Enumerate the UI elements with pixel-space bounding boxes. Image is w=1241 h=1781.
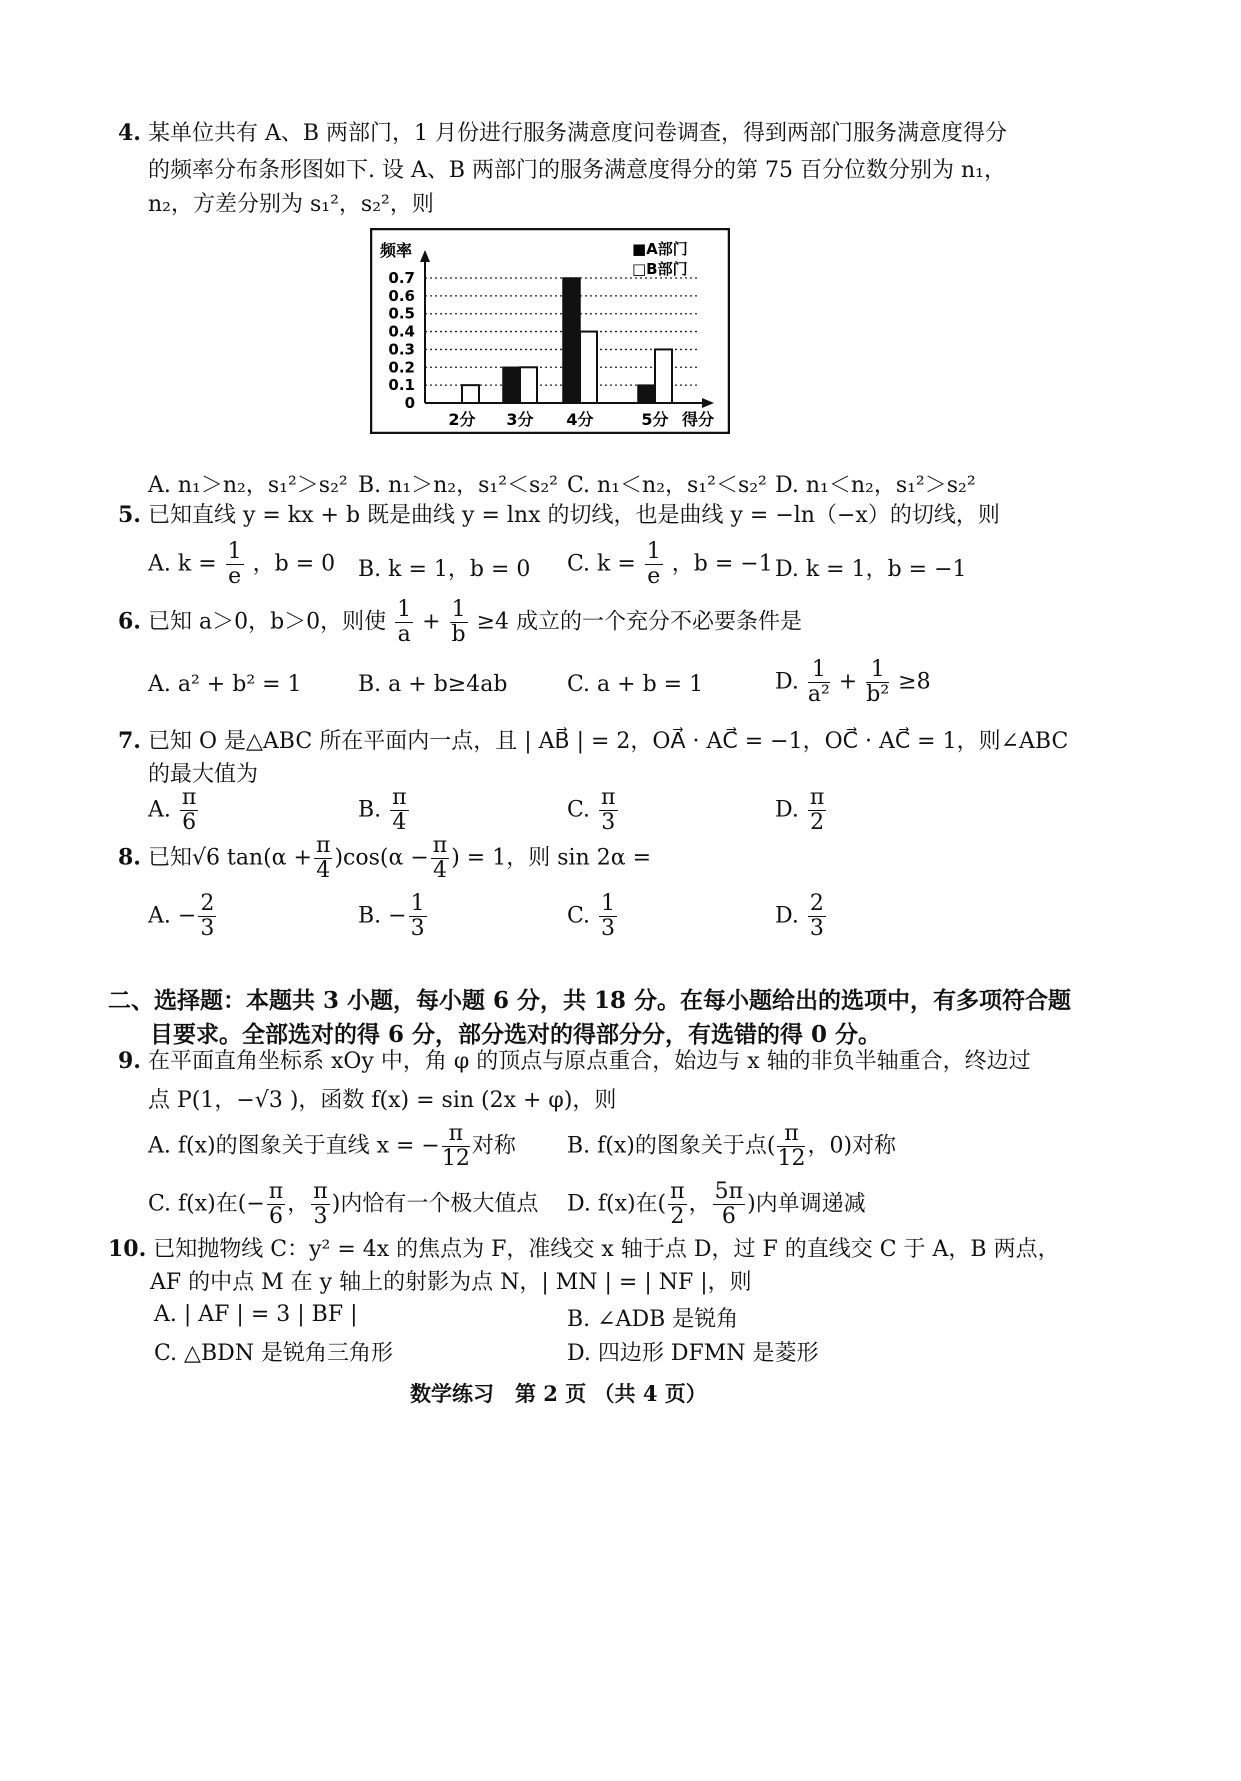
x-tick-label: 2分 [448, 410, 476, 429]
q7-option-b [358, 786, 411, 835]
y-tick-label: 0.1 [388, 376, 415, 395]
q6-option-d [775, 658, 931, 707]
q8-option-b-num: 1 [410, 891, 425, 916]
q5-option-c [567, 540, 773, 589]
q8-stem-b: )cos(α − [334, 845, 429, 871]
q9-line2: 点 P(1，−√3 )，函数 f(x) = sin (2x + φ)，则 [148, 1088, 617, 1113]
q4-option-b: B. n₁＞n₂，s₁²＜s₂² [358, 473, 558, 498]
q6-f1-den: a [397, 622, 411, 648]
q7-number: 7. [118, 728, 141, 754]
q7-option-b-label: B. [358, 797, 382, 823]
q8-option-c-den: 3 [601, 916, 616, 942]
q6-f2-num: 1 [451, 597, 466, 622]
q6-stem [118, 598, 802, 647]
q8-option-c-num: 1 [601, 891, 616, 916]
q6-f2-den: b [451, 622, 466, 648]
q7-option-c-label: C. [567, 797, 591, 823]
q9-option-c-fraction-1 [267, 1180, 285, 1229]
q9-option-d [567, 1180, 866, 1229]
q8-fraction-1 [314, 834, 332, 883]
q9-option-a-pre: A. f(x)的图象关于直线 x = − [148, 1133, 440, 1159]
q7-option-b-num: π [392, 785, 407, 810]
bar-a-1 [503, 367, 520, 403]
q6-option-d-n1: 1 [808, 658, 830, 683]
q9-option-d-d1: 2 [670, 1204, 685, 1230]
q6-option-d-n2: 1 [866, 658, 889, 683]
q8-f1-num: π [315, 833, 331, 858]
q7-line1 [118, 728, 1068, 755]
q8-option-d [775, 892, 828, 941]
page-footer: 数学练习 第 2 页 （共 4 页） [410, 1381, 707, 1406]
frequency-bar-chart [370, 228, 730, 434]
q8-option-a-sign: − [177, 903, 197, 929]
q8-stem-a: 已知√6 tan(α + [147, 845, 312, 871]
q7-option-c-den: 3 [601, 810, 616, 836]
q9-option-c-pre: C. f(x)在(− [148, 1191, 265, 1217]
y-tick-label: 0.5 [388, 304, 415, 323]
q10-option-b: B. ∠ADB 是锐角 [567, 1307, 739, 1332]
q9-option-d-d2: 6 [721, 1204, 736, 1230]
q9-option-b [567, 1122, 896, 1171]
q4-number: 4. [118, 120, 141, 146]
y-tick-label: 0.6 [388, 286, 415, 305]
q9-number: 9. [118, 1048, 141, 1074]
q8-option-b-label: B. [358, 903, 382, 929]
bar-b-1 [520, 367, 537, 403]
q8-option-a-fraction [198, 892, 216, 941]
q8-option-b-fraction [409, 892, 427, 941]
q9-option-b-den: 12 [777, 1146, 806, 1172]
q10-line2: AF 的中点 M 在 y 轴上的射影为点 N，| MN | = | NF |，则 [150, 1270, 752, 1295]
q7-text-1: 已知 O 是△ABC 所在平面内一点，且 | AB⃗ | = 2，OA⃗ · AC⃗ = −1，OC⃗ · AC⃗ = 1，则∠ABC [147, 729, 1069, 754]
q8-option-b-den: 3 [410, 916, 425, 942]
q5-text: 已知直线 y = kx + b 既是曲线 y = lnx 的切线，也是曲线 y = −ln（−x）的切线，则 [147, 503, 1000, 528]
q7-option-a-label: A. [148, 797, 171, 823]
q8-option-a-label: A. [148, 903, 171, 929]
q5-option-a-fraction [226, 540, 244, 589]
q7-option-b-den: 4 [392, 810, 407, 836]
q6-option-d-pre: D. [775, 669, 799, 695]
q5-option-a-post: ，b = 0 [252, 551, 336, 577]
x-tick-label: 3分 [506, 410, 534, 429]
q6-stem-post: ≥4 成立的一个充分不必要条件是 [476, 609, 803, 635]
q8-option-a-num: 2 [200, 891, 215, 916]
legend-b: □B部门 [632, 260, 688, 278]
q9-option-a-fraction [442, 1122, 470, 1171]
q9-option-d-fraction-1 [668, 1180, 686, 1229]
q7-option-a [148, 786, 200, 835]
q5-option-c-pre: C. k = [567, 551, 636, 577]
section2-line1: 二、选择题：本题共 3 小题，每小题 6 分，共 18 分。在每小题给出的选项中，有多项符合题 [108, 987, 1072, 1014]
y-tick-label: 0.2 [388, 358, 415, 377]
q5-option-b: B. k = 1，b = 0 [358, 557, 531, 582]
q9-option-a-post: 对称 [471, 1133, 516, 1159]
q10-line1 [108, 1236, 1060, 1263]
q8-f2-den: 4 [433, 858, 447, 884]
q7-option-d-den: 2 [810, 810, 825, 836]
q8-option-c [567, 892, 619, 941]
q9-option-d-post: )内单调递减 [747, 1191, 866, 1217]
q9-option-a-num: π [442, 1122, 470, 1147]
section2-line2: 目要求。全部选对的得 6 分，部分选对的得部分分，有选错的得 0 分。 [150, 1021, 882, 1048]
q9-option-a [148, 1122, 516, 1171]
q4-line1 [118, 120, 1007, 147]
q8-option-d-den: 3 [809, 916, 824, 942]
q9-line1 [118, 1048, 1031, 1075]
q6-option-b: B. a + b≥4ab [358, 672, 508, 697]
q7-option-a-num: π [181, 785, 197, 810]
q6-fraction-2 [450, 598, 468, 647]
q8-f1-den: 4 [316, 858, 331, 884]
q4-option-d: D. n₁＜n₂，s₁²＞s₂² [775, 473, 976, 498]
q6-option-d-plus: + [838, 669, 858, 695]
q7-option-a-fraction [180, 786, 198, 835]
q9-option-d-n1: π [670, 1179, 685, 1204]
q5-option-c-fraction [645, 540, 663, 589]
q8-f2-num: π [432, 833, 448, 858]
q6-number: 6. [118, 608, 141, 635]
q6-option-d-d1: a² [807, 682, 830, 708]
y-tick-label: 0 [404, 394, 415, 412]
bar-b-0 [462, 385, 479, 403]
q7-option-d [775, 786, 828, 835]
q9-option-b-fraction [777, 1122, 805, 1171]
q5-option-c-post: ，b = −1 [671, 551, 773, 577]
x-tick-label: 5分 [641, 410, 669, 429]
q8-option-a-den: 3 [200, 916, 215, 942]
q9-option-c-d1: 6 [269, 1204, 284, 1230]
q7-option-d-num: π [809, 785, 825, 810]
q6-fraction-1 [395, 598, 413, 647]
q7-option-b-fraction [390, 786, 408, 835]
bar-b-3 [655, 349, 672, 403]
bar-b-2 [580, 332, 597, 403]
q9-option-b-pre: B. f(x)的图象关于点( [567, 1133, 776, 1159]
q8-option-a [148, 892, 218, 941]
q5-stem [118, 502, 1000, 529]
q8-number: 8. [118, 844, 141, 871]
q9-option-c-n1: π [268, 1179, 284, 1204]
q5-number: 5. [118, 502, 141, 528]
q6-option-d-fraction-1 [808, 658, 830, 707]
q9-text-1: 在平面直角坐标系 xOy 中，角 φ 的顶点与原点重合，始边与 x 轴的非负半轴重合，终边过 [147, 1049, 1031, 1074]
bar-a-2 [563, 278, 580, 403]
q9-option-b-num: π [777, 1122, 805, 1147]
q8-option-d-num: 2 [809, 891, 824, 916]
q4-line3: n₂，方差分别为 s₁²，s₂²，则 [148, 192, 434, 217]
q9-option-c-post: )内恰有一个极大值点 [331, 1191, 539, 1217]
q7-option-d-fraction [808, 786, 826, 835]
q9-option-c-mid: ， [287, 1191, 310, 1217]
q9-option-c-d2: 3 [313, 1204, 328, 1230]
q9-option-b-post: ，0)对称 [807, 1133, 897, 1159]
q9-option-d-mid: ， [688, 1191, 711, 1217]
q5-option-d: D. k = 1，b = −1 [775, 557, 967, 582]
q9-option-d-pre: D. f(x)在( [567, 1191, 667, 1217]
q9-option-d-n2: 5π [714, 1179, 744, 1204]
q4-option-c: C. n₁＜n₂，s₁²＜s₂² [567, 473, 767, 498]
q8-stem [118, 834, 651, 883]
q6-option-a: A. a² + b² = 1 [148, 672, 302, 697]
y-axis-label: 频率 [380, 241, 413, 260]
q7-option-c [567, 786, 620, 835]
q5-option-c-den: e [647, 564, 661, 590]
q7-option-c-fraction [599, 786, 617, 835]
q8-stem-c: ) = 1，则 sin 2α = [451, 845, 651, 871]
q4-option-a: A. n₁＞n₂，s₁²＞s₂² [148, 473, 348, 498]
q7-option-c-num: π [601, 785, 616, 810]
q4-line2: 的频率分布条形图如下. 设 A、B 两部门的服务满意度得分的第 75 百分位数分别为 n₁， [148, 158, 1006, 183]
q10-text-1: 已知抛物线 C：y² = 4x 的焦点为 F，准线交 x 轴于点 D，过 F 的直线交 C 于 A，B 两点， [153, 1237, 1060, 1262]
q5-option-c-num: 1 [646, 539, 661, 564]
q7-line2: 的最大值为 [148, 762, 259, 787]
x-axis-label: 得分 [682, 410, 715, 429]
q6-option-d-fraction-2 [866, 658, 889, 707]
q9-option-c-n2: π [313, 1179, 328, 1204]
q5-option-a-num: 1 [227, 539, 242, 564]
q5-option-a-den: e [228, 564, 242, 590]
q8-option-b-sign: − [388, 903, 407, 929]
y-tick-label: 0.4 [388, 322, 415, 341]
q10-option-d: D. 四边形 DFMN 是菱形 [567, 1341, 819, 1366]
q10-number: 10. [108, 1236, 147, 1262]
q4-text-1: 某单位共有 A、B 两部门，1 月份进行服务满意度问卷调查，得到两部门服务满意度得分 [147, 121, 1008, 146]
q8-option-d-label: D. [775, 903, 799, 929]
q9-option-c-fraction-2 [311, 1180, 329, 1229]
x-tick-label: 4分 [566, 410, 594, 429]
q9-option-a-den: 12 [441, 1146, 470, 1172]
q6-stem-pre: 已知 a＞0，b＞0，则使 [147, 609, 387, 635]
q7-option-a-den: 6 [182, 810, 197, 836]
q9-option-d-fraction-2 [713, 1180, 745, 1229]
q10-option-a: A. | AF | = 3 | BF | [154, 1302, 358, 1327]
y-tick-label: 0.7 [388, 269, 415, 287]
q8-fraction-2 [431, 834, 449, 883]
q5-option-a [148, 540, 335, 589]
q8-option-b [358, 892, 429, 941]
q6-option-d-d2: b² [866, 682, 890, 708]
q6-option-d-post: ≥8 [898, 669, 931, 695]
y-tick-label: 0.3 [388, 340, 415, 359]
q9-option-c [148, 1180, 538, 1229]
q6-f1-num: 1 [397, 597, 412, 622]
q7-option-d-label: D. [775, 797, 799, 823]
bar-a-3 [638, 385, 655, 403]
q6-option-c: C. a + b = 1 [567, 672, 704, 697]
q8-option-d-fraction [808, 892, 826, 941]
q6-plus: + [422, 609, 441, 635]
legend-a: ■A部门 [632, 240, 688, 258]
q8-option-c-fraction [599, 892, 617, 941]
q8-option-c-label: C. [567, 903, 591, 929]
q10-option-c: C. △BDN 是锐角三角形 [154, 1341, 394, 1366]
q5-option-a-pre: A. k = [148, 551, 217, 577]
